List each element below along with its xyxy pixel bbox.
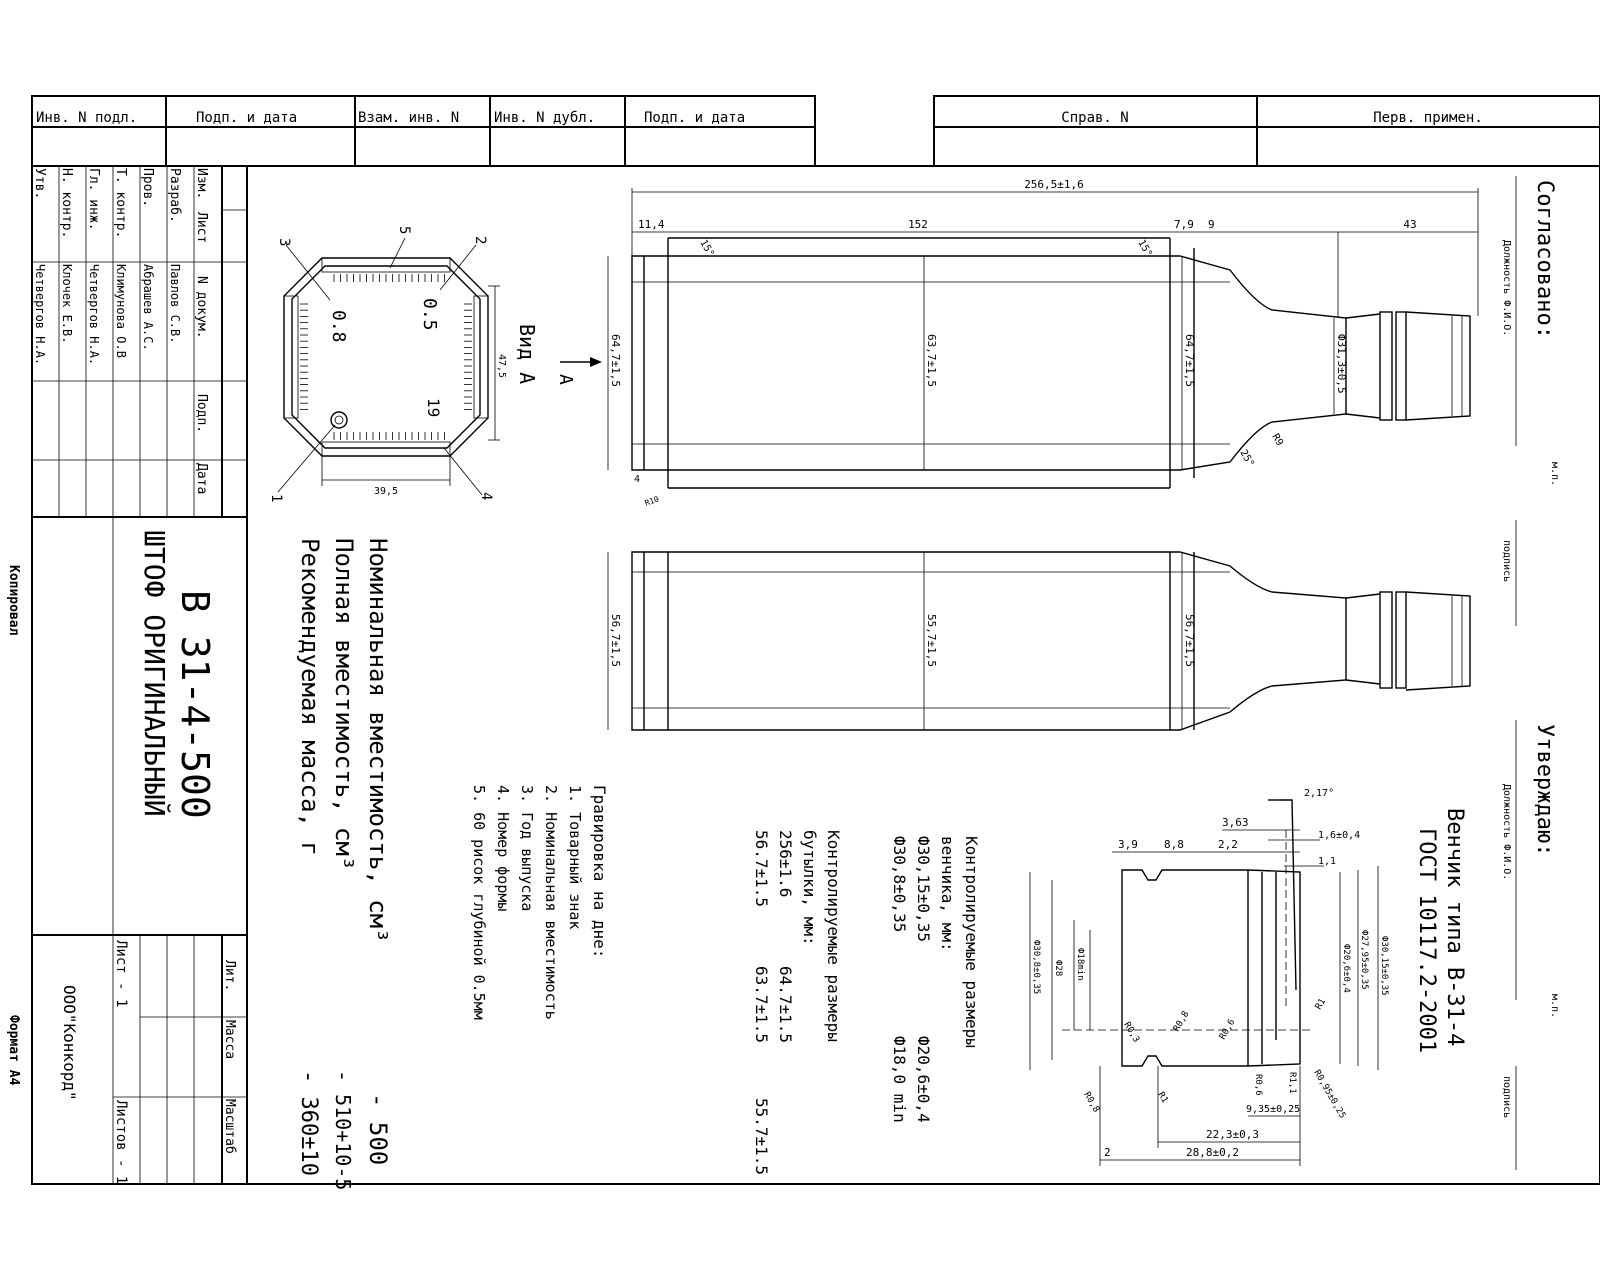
finish-r-0-6a: R0,6 bbox=[1217, 1017, 1238, 1042]
dim-angle-15b: 15° bbox=[1135, 238, 1154, 260]
engraving-item-4: 4. Номер формы bbox=[494, 785, 512, 912]
bottle-top-view bbox=[608, 178, 1478, 508]
spec-mass-value: - 360±10 bbox=[296, 1070, 321, 1176]
finish-detail bbox=[1030, 788, 1389, 1166]
finish-r-0-6b: R0,6 bbox=[1253, 1074, 1263, 1096]
dim-7-9: 7,9 bbox=[1174, 218, 1194, 231]
finish-dim-1-6: 1,6±0,4 bbox=[1318, 830, 1361, 841]
header-cell-inv-podl: Инв. N подл. bbox=[36, 110, 138, 126]
role-razrab: Разраб. bbox=[167, 168, 182, 223]
finish-r-0-8a: R0,8 bbox=[1171, 1009, 1192, 1034]
title-massa: Масса bbox=[222, 1020, 237, 1060]
header-cell-vzam-inv: Взам. инв. N bbox=[358, 110, 460, 126]
title-lit: Лит. bbox=[222, 960, 237, 992]
control-bottle-r2c2: 63.7±1.5 bbox=[752, 966, 771, 1044]
finish-dim-9-35: 9,35±0,25 bbox=[1246, 1104, 1301, 1115]
header-strip bbox=[32, 96, 1600, 166]
dim-height-left: 64,7±1,5 bbox=[609, 334, 622, 387]
dim-neck-diameter: Ф31,3±0,5 bbox=[1335, 334, 1348, 394]
finish-dia-27-95: Ф27,95±0,35 bbox=[1359, 930, 1369, 990]
serrations bbox=[300, 274, 472, 440]
finish-r-1a: R1 bbox=[1313, 997, 1329, 1012]
control-finish-r1c2: Ф20,6±0,4 bbox=[914, 1036, 933, 1123]
dim-height-right: 64,7±1,5 bbox=[1183, 334, 1196, 387]
finish-dim-3-9: 3,9 bbox=[1118, 838, 1138, 851]
dim-side-height-middle: 55,7±1,5 bbox=[925, 614, 938, 667]
title-masshtab: Масштаб bbox=[222, 1099, 237, 1154]
header-cell-podp-data-1: Подп. и дата bbox=[196, 110, 298, 126]
control-finish-r1c1: Ф30,15±0,35 bbox=[914, 836, 933, 942]
engraving-title: Гравировка на дне: bbox=[590, 785, 609, 959]
engraving-item-1: 1. Товарный знак bbox=[566, 785, 584, 930]
finish-dim-angle: 2,17° bbox=[1304, 788, 1335, 799]
engraving-item-3: 3. Год выпуска bbox=[518, 785, 536, 912]
utv-signature: подпись bbox=[1501, 1076, 1512, 1119]
utv-position: Должность Ф.И.О. bbox=[1501, 784, 1512, 881]
spec-full-value: - 510+10-5 bbox=[331, 1070, 355, 1191]
name-gl-inzh: Четвергов Н.А. bbox=[87, 264, 101, 366]
view-a-label: Вид А bbox=[515, 324, 539, 385]
role-utv: Утв. bbox=[32, 168, 47, 200]
finish-dim-1-1: 1,1 bbox=[1318, 856, 1337, 867]
finish-title-line2: ГОСТ 10117.2-2001 bbox=[1414, 828, 1439, 1054]
finish-dia-18min: Ф18min bbox=[1075, 948, 1085, 981]
control-finish-r2c1: Ф30,8±0,35 bbox=[890, 836, 909, 933]
engraving-item-2: 2. Номинальная вместимость bbox=[542, 785, 560, 1020]
control-finish-r2c2: Ф18,0 min bbox=[890, 1036, 909, 1123]
sogl-signature: подпись bbox=[1501, 540, 1512, 583]
view-a-width: 39,5 bbox=[373, 486, 399, 497]
title-col-ndokum: N докум. bbox=[194, 276, 209, 339]
spec-nominal-label: Номинальная вместимость, см³ bbox=[364, 538, 392, 943]
control-finish-title: Контролируемые размеры bbox=[962, 836, 981, 1048]
header-cell-podp-data-2: Подп. и дата bbox=[644, 110, 746, 126]
utverzhdayu-label: Утверждаю: bbox=[1532, 724, 1557, 857]
spec-full-label: Полная вместимость, см³ bbox=[330, 538, 358, 871]
name-razrab: Павлов С.В. bbox=[168, 264, 182, 344]
finish-r-1-1: R1,1 bbox=[1287, 1072, 1297, 1094]
dim-height-middle: 63,7±1,5 bbox=[925, 334, 938, 387]
dim-152: 152 bbox=[908, 218, 928, 231]
title-col-izm: Изм. bbox=[194, 168, 209, 200]
dim-side-height-left: 56,7±1,5 bbox=[609, 614, 622, 667]
spec-nominal-value: - 500 bbox=[364, 1093, 392, 1166]
soglasovano-label: Согласовано: bbox=[1532, 180, 1557, 339]
dim-9: 9 bbox=[1208, 218, 1215, 231]
dim-r10: R10 bbox=[643, 494, 661, 508]
dim-overall-length: 256,5±1,6 bbox=[1024, 178, 1084, 191]
name-utv: Четвергов Н.А. bbox=[33, 264, 47, 366]
title-col-list: Лист bbox=[194, 212, 209, 244]
finish-dia-20-6: Ф20,6±0,4 bbox=[1341, 944, 1351, 993]
dim-side-height-right: 56,7±1,5 bbox=[1183, 614, 1196, 667]
dim-4: 4 bbox=[634, 474, 641, 485]
callout-19: 19 bbox=[424, 398, 443, 418]
designation: В 31-4-500 bbox=[173, 590, 217, 819]
product-name: ШТОФ ОРИГИНАЛЬНЫЙ bbox=[138, 530, 171, 817]
view-a-value-08: 0.8 bbox=[328, 310, 349, 343]
finish-r-0-3: R0,3 bbox=[1121, 1020, 1141, 1045]
control-finish-subtitle: венчика, мм: bbox=[938, 836, 957, 952]
finish-dia-28: Ф28 bbox=[1053, 960, 1063, 977]
title-block bbox=[32, 166, 247, 1184]
finish-dim-22-3: 22,3±0,3 bbox=[1206, 1128, 1259, 1141]
drawing-frame bbox=[32, 166, 1600, 1184]
control-bottle-r1c1: 256±1.6 bbox=[776, 830, 795, 898]
title-sheets: Листов - 1 bbox=[113, 1100, 129, 1185]
finish-dim-2: 2 bbox=[1104, 1146, 1111, 1159]
title-sheet: Лист - 1 bbox=[113, 940, 129, 1008]
dim-11-4: 11,4 bbox=[638, 218, 665, 231]
bottle-side-view bbox=[608, 552, 1470, 730]
spec-mass-label: Рекомендуемая масса, г bbox=[296, 538, 324, 856]
callout-4: 4 bbox=[478, 492, 494, 501]
view-a-drawing bbox=[268, 226, 602, 502]
margin-kopiroval: Копировал bbox=[6, 565, 21, 636]
finish-r-0-95: R0,95±0,25 bbox=[1311, 1068, 1348, 1121]
header-cell-sprav: Справ. N bbox=[1061, 110, 1129, 126]
callout-2: 2 bbox=[472, 236, 488, 245]
dim-43: 43 bbox=[1403, 218, 1417, 231]
finish-dia-30-8: Ф30,8±0,35 bbox=[1031, 940, 1041, 995]
finish-dia-30-15: Ф30,15±0,35 bbox=[1379, 936, 1389, 996]
utv-mp: м.п. bbox=[1549, 994, 1560, 1019]
finish-dim-28-8: 28,8±0,2 bbox=[1186, 1146, 1239, 1159]
control-bottle-r2c1: 56.7±1.5 bbox=[752, 830, 771, 908]
finish-dim-8-8: 8,8 bbox=[1164, 838, 1184, 851]
finish-dim-3-63: 3,63 bbox=[1222, 816, 1249, 829]
role-gl-inzh: Гл. инж. bbox=[86, 168, 101, 231]
name-n-kontr: Клочек Е.В. bbox=[60, 264, 74, 344]
view-a-height: 47,5 bbox=[496, 354, 507, 379]
margin-format: Формат А4 bbox=[6, 1015, 21, 1086]
control-bottle-r2c3: 55.7±1.5 bbox=[752, 1098, 771, 1176]
control-bottle-subtitle: бутылки, мм: bbox=[800, 830, 819, 946]
name-t-kontr: Климунова О.В bbox=[114, 264, 128, 358]
finish-r-1b: R1 bbox=[1155, 1090, 1170, 1105]
role-prov: Пров. bbox=[140, 168, 155, 208]
finish-dim-2-2: 2,2 bbox=[1218, 838, 1238, 851]
dim-r9: R9 bbox=[1269, 432, 1285, 448]
view-a-arrow-label: А bbox=[555, 374, 576, 385]
role-t-kontr: Т. контр. bbox=[113, 168, 128, 239]
title-col-podp: Подп. bbox=[194, 394, 209, 434]
view-a-value-05: 0.5 bbox=[419, 298, 440, 331]
callout-3: 3 bbox=[276, 238, 292, 247]
name-prov: Абрашев А.С. bbox=[141, 264, 155, 351]
callout-5: 5 bbox=[396, 226, 412, 235]
dim-angle-25: 25° bbox=[1237, 448, 1256, 470]
sogl-position: Должность Ф.И.О. bbox=[1501, 240, 1512, 337]
finish-r-0-8b: R0,8 bbox=[1081, 1090, 1101, 1115]
engraving-item-5: 5. 60 рисок глубиной 0.5мм bbox=[470, 785, 488, 1020]
finish-title-line1: Венчик типа В-31-4 bbox=[1442, 808, 1467, 1047]
dim-angle-15a: 15° bbox=[697, 238, 716, 260]
sogl-mp: м.п. bbox=[1549, 462, 1560, 487]
header-cell-inv-dubl: Инв. N дубл. bbox=[494, 110, 596, 126]
callout-1: 1 bbox=[268, 494, 284, 503]
approval-column bbox=[1501, 176, 1560, 1170]
control-bottle-r1c2: 64.7±1.5 bbox=[776, 966, 795, 1044]
header-cell-perv-primen: Перв. примен. bbox=[1373, 110, 1483, 126]
role-n-kontr: Н. контр. bbox=[59, 168, 74, 239]
control-bottle-title: Контролируемые размеры bbox=[824, 830, 843, 1042]
company-name: ООО"Конкорд" bbox=[60, 985, 79, 1101]
title-col-data: Дата bbox=[194, 463, 209, 495]
